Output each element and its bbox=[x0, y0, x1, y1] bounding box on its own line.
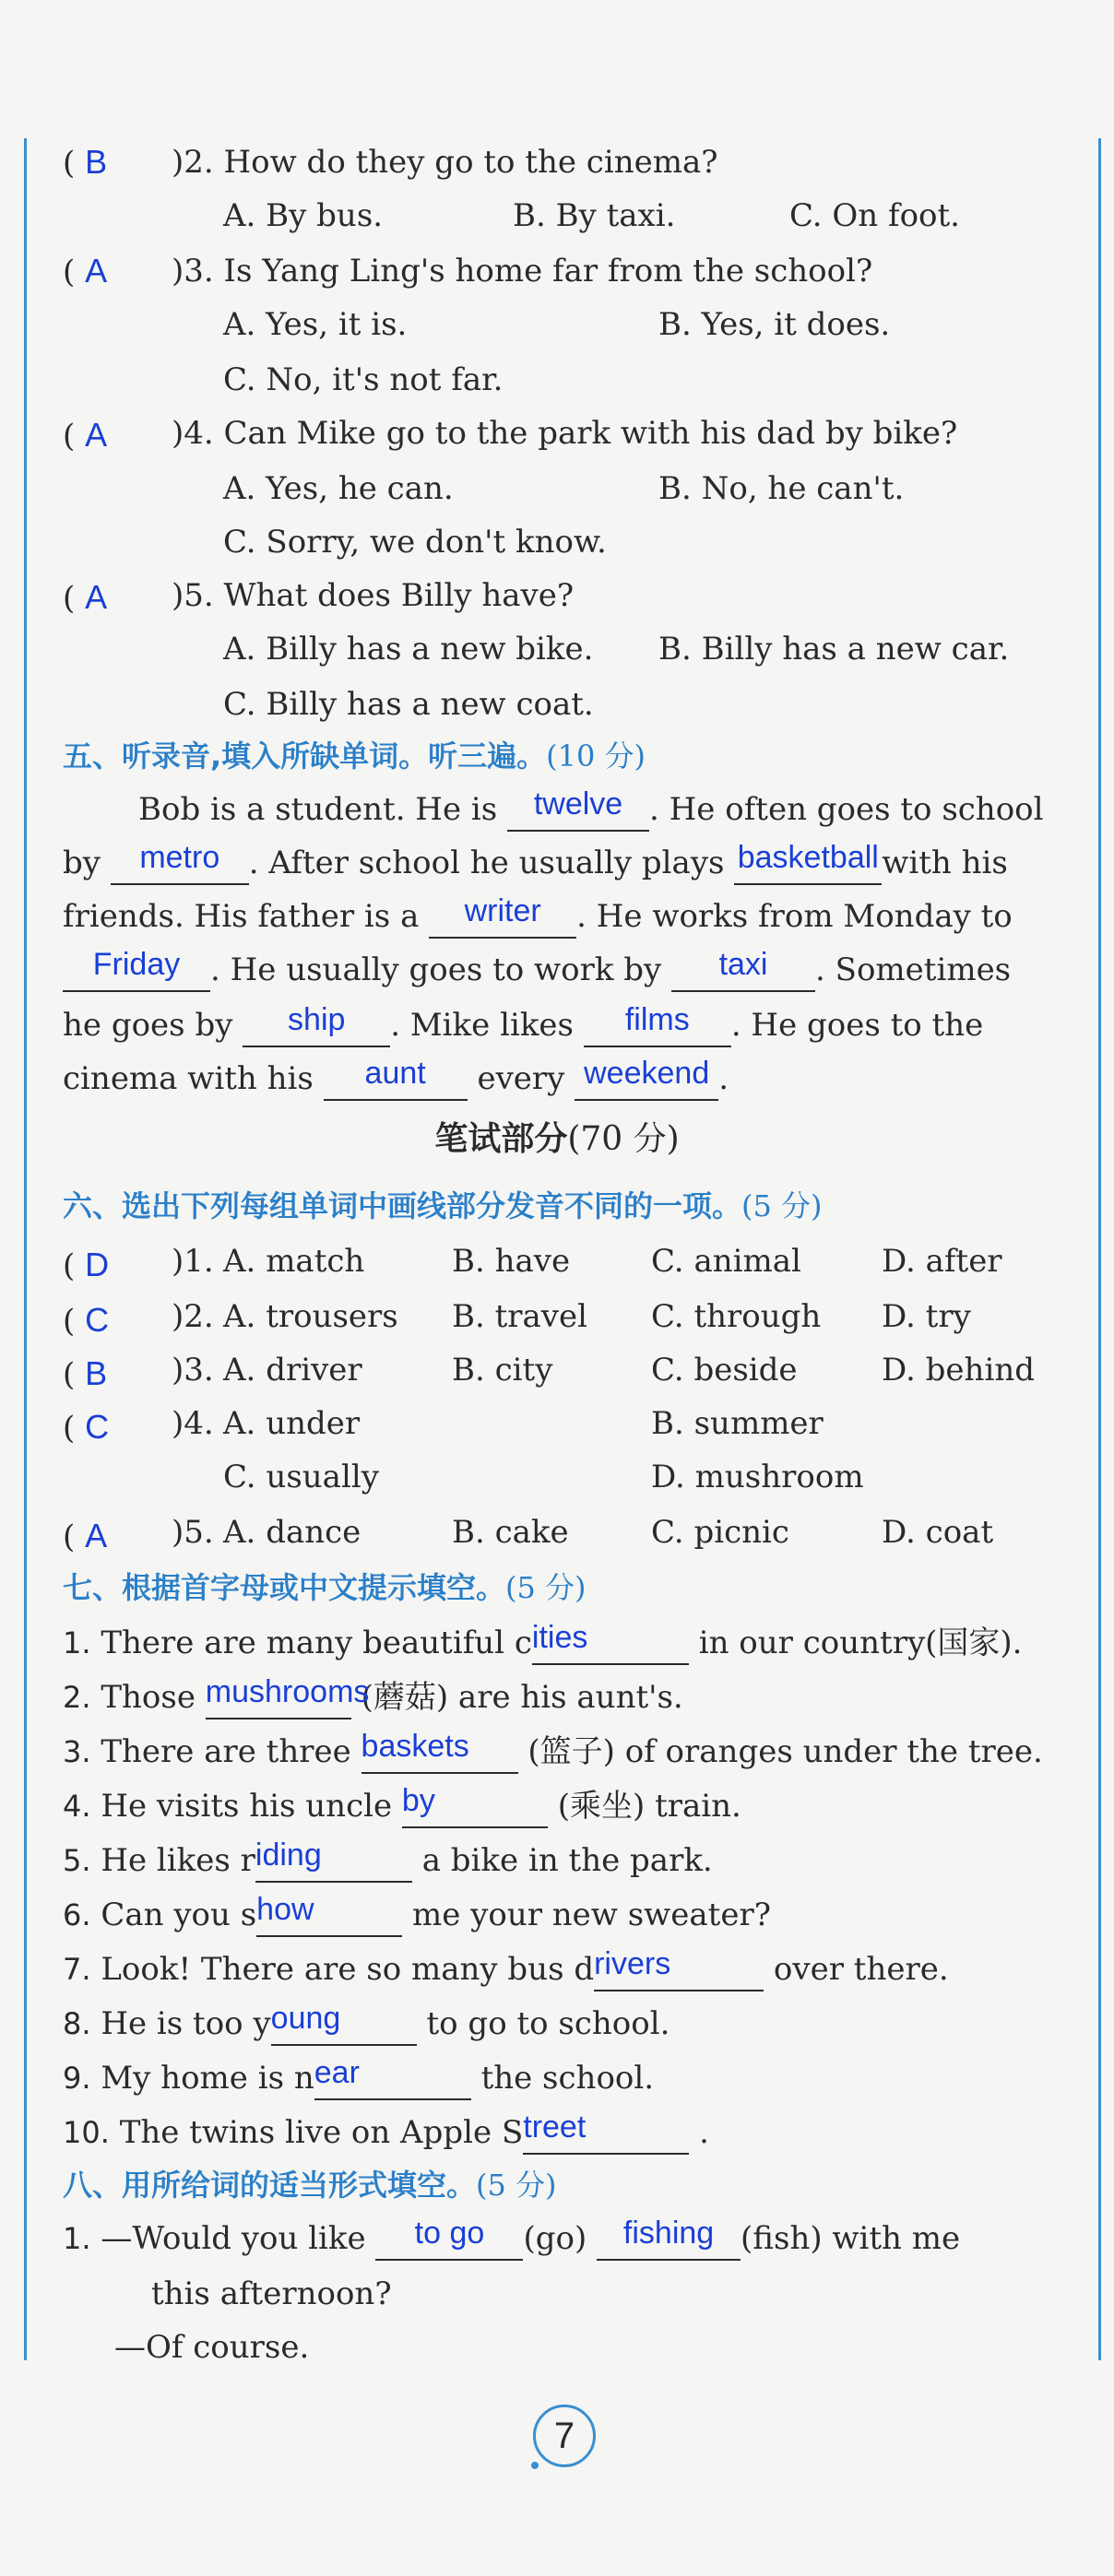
blank-answer: twelve bbox=[533, 786, 623, 821]
blank-8-1a bbox=[375, 2216, 523, 2261]
option-d bbox=[651, 1457, 864, 1497]
option-word: through bbox=[693, 1298, 822, 1335]
section-5-heading bbox=[63, 736, 646, 776]
question-4-4 bbox=[172, 413, 957, 454]
option-a: A. Yes, he can. bbox=[223, 470, 454, 507]
blank-8 bbox=[584, 1002, 731, 1047]
section-7-heading bbox=[63, 1567, 587, 1608]
title-text: 笔试部分 bbox=[434, 1120, 568, 1158]
option-d bbox=[882, 1512, 993, 1553]
option-word: city bbox=[494, 1352, 553, 1388]
item-text-after: me your new sweater? bbox=[411, 1897, 771, 1933]
item-text-before: He visits his uncle bbox=[101, 1788, 393, 1825]
option-a: A. Billy has a new bike. bbox=[223, 631, 594, 668]
fill-item bbox=[63, 2055, 655, 2100]
option-letter: A. bbox=[223, 1243, 256, 1280]
option-letter: C. bbox=[651, 1514, 684, 1551]
answer-q6-5: A bbox=[85, 1517, 108, 1554]
option-d bbox=[882, 1350, 1035, 1390]
passage-line-1 bbox=[138, 786, 1044, 832]
section-score: (5 分) bbox=[505, 1570, 587, 1605]
blank-9 bbox=[324, 1056, 468, 1101]
blank-answer: ities bbox=[531, 1620, 588, 1655]
option-word: have bbox=[494, 1243, 571, 1280]
option-a bbox=[223, 1350, 362, 1390]
question-number: )4. bbox=[172, 1405, 214, 1442]
fill-item bbox=[63, 1620, 1023, 1665]
item-number: 6. bbox=[63, 1897, 91, 1932]
option-c: C. No, it's not far. bbox=[223, 361, 504, 398]
option-b: B. By taxi. bbox=[513, 197, 676, 234]
blank-answer: baskets bbox=[361, 1729, 469, 1764]
blank-1 bbox=[507, 786, 649, 832]
blank-answer: aunt bbox=[364, 1056, 426, 1091]
section-title: 六、选出下列每组单词中画线部分发音不同的一项。 bbox=[63, 1188, 742, 1223]
item-number: 5. bbox=[63, 1843, 91, 1878]
blank-6 bbox=[671, 947, 815, 992]
page-number: 7 bbox=[533, 2405, 596, 2467]
passage-text: with his bbox=[882, 845, 1008, 881]
fill-blank bbox=[401, 1783, 548, 1828]
option-a: A. Yes, it is. bbox=[223, 306, 408, 343]
option-word: picnic bbox=[693, 1514, 789, 1551]
option-letter: B. bbox=[651, 1405, 684, 1442]
item-number: 7. bbox=[63, 1952, 91, 1987]
question-4-5 bbox=[172, 575, 574, 616]
passage-text: . He often goes to school bbox=[649, 791, 1044, 828]
option-a bbox=[223, 1403, 360, 1444]
answer-q4-3: A bbox=[85, 252, 108, 290]
option-word: try bbox=[925, 1298, 971, 1335]
option-word: beside bbox=[693, 1352, 798, 1388]
option-a: A. By bus. bbox=[223, 197, 384, 234]
item-text-after: (蘑菇) are his aunt's. bbox=[361, 1679, 683, 1716]
option-word: mushroom bbox=[694, 1459, 864, 1495]
item-number: 3. bbox=[63, 1734, 91, 1769]
option-c: C. Sorry, we don't know. bbox=[223, 524, 607, 561]
question-text: Can Mike go to the park with his dad by bike? bbox=[223, 415, 958, 452]
fill-blank bbox=[523, 2109, 689, 2155]
answer-bracket: ( B bbox=[63, 1354, 108, 1393]
section-title: 八、用所给词的适当形式填空。 bbox=[63, 2168, 477, 2203]
answer-bracket: ( C bbox=[63, 1408, 110, 1447]
question-number: )1. bbox=[172, 1243, 214, 1280]
answer-bracket: ( A bbox=[63, 416, 108, 455]
fill-item bbox=[63, 1674, 683, 1719]
option-b bbox=[452, 1350, 552, 1390]
answer-bracket: ( A bbox=[63, 578, 108, 617]
option-b bbox=[452, 1512, 569, 1553]
passage-line-3 bbox=[63, 893, 1013, 939]
item-text-before: Can you s bbox=[101, 1897, 257, 1933]
answer-bracket: ( A bbox=[63, 252, 108, 290]
blank-answer: oung bbox=[270, 2001, 341, 2036]
blank-2 bbox=[111, 840, 249, 885]
option-letter: C. bbox=[651, 1298, 684, 1335]
blank-answer: ear bbox=[314, 2055, 360, 2090]
answer-q6-4: C bbox=[85, 1408, 110, 1446]
answer-bracket: ( D bbox=[63, 1246, 110, 1284]
fill-item bbox=[63, 1946, 949, 1991]
answer-q4-2: B bbox=[85, 143, 108, 181]
item-text-after: the school. bbox=[480, 2060, 655, 2097]
item-number: 10. bbox=[63, 2115, 110, 2150]
section-8-heading bbox=[63, 2165, 557, 2205]
item-number: 2. bbox=[63, 1680, 91, 1715]
item-text-after: a bike in the park. bbox=[421, 1842, 713, 1879]
question-4-3 bbox=[172, 251, 872, 291]
question-8-1 bbox=[63, 2218, 960, 2261]
answer-bracket: ( A bbox=[63, 1517, 108, 1555]
blank-answer: to go bbox=[414, 2216, 485, 2251]
option-c bbox=[651, 1296, 821, 1337]
blank-answer: by bbox=[401, 1783, 435, 1818]
blank-10 bbox=[575, 1056, 718, 1101]
option-b bbox=[452, 1296, 587, 1337]
option-letter: B. bbox=[452, 1514, 485, 1551]
option-c bbox=[651, 1350, 798, 1390]
item-text-before: There are three bbox=[101, 1733, 351, 1770]
fill-blank bbox=[361, 1729, 518, 1774]
question-number: )3. bbox=[172, 1352, 214, 1388]
option-a bbox=[223, 1296, 398, 1337]
item-number: 8. bbox=[63, 2006, 91, 2041]
fill-item bbox=[63, 1892, 771, 1937]
item-text-before: There are many beautiful c bbox=[101, 1625, 532, 1661]
item-number: 1. bbox=[63, 1625, 91, 1660]
option-word: behind bbox=[925, 1352, 1035, 1388]
passage-line-5 bbox=[63, 1002, 984, 1047]
option-letter: D. bbox=[882, 1243, 916, 1280]
section-title: 七、根据首字母或中文提示填空。 bbox=[63, 1570, 506, 1605]
passage-text: he goes by bbox=[63, 1007, 233, 1044]
fill-item bbox=[63, 1837, 713, 1883]
fill-blank bbox=[531, 1620, 689, 1665]
passage-line-4 bbox=[63, 947, 1012, 992]
blank-5 bbox=[63, 947, 210, 992]
passage-text: . He goes to the bbox=[730, 1007, 984, 1044]
option-word: usually bbox=[266, 1459, 379, 1495]
blank-answer: films bbox=[624, 1002, 690, 1037]
option-b: B. Yes, it does. bbox=[658, 306, 891, 343]
passage-text: . Mike likes bbox=[390, 1007, 574, 1044]
fill-blank bbox=[270, 2001, 417, 2046]
blank-answer: rivers bbox=[594, 1946, 671, 1981]
passage-text: . He usually goes to work by bbox=[210, 951, 662, 988]
question-4-2 bbox=[172, 142, 717, 183]
section-6-heading bbox=[63, 1186, 823, 1226]
blank-3 bbox=[734, 840, 882, 885]
question-continuation: this afternoon? bbox=[151, 2275, 392, 2312]
passage-text: cinema with his bbox=[63, 1060, 314, 1097]
passage-text: friends. His father is a bbox=[63, 898, 420, 935]
item-text-before: He is too y bbox=[101, 2005, 271, 2042]
option-word: trousers bbox=[266, 1298, 398, 1335]
answer-bracket: ( B bbox=[63, 143, 108, 182]
section-score: (10 分) bbox=[546, 739, 646, 774]
question-text: Is Yang Ling's home far from the school? bbox=[223, 253, 873, 290]
question-number: )2. bbox=[172, 1298, 214, 1335]
blank-answer: Friday bbox=[92, 947, 181, 982]
passage-text: . Sometimes bbox=[815, 951, 1012, 988]
option-d bbox=[882, 1241, 1002, 1282]
option-word: under bbox=[266, 1405, 361, 1442]
question-number: )3. bbox=[172, 253, 214, 290]
option-word: travel bbox=[494, 1298, 587, 1335]
item-text-after: to go to school. bbox=[426, 2005, 670, 2042]
item-text-after: (篮子) of oranges under the tree. bbox=[527, 1733, 1043, 1770]
blank-answer: basketball bbox=[737, 840, 879, 875]
page-number-dot bbox=[531, 2462, 539, 2469]
item-number: 9. bbox=[63, 2061, 91, 2096]
blank-answer: writer bbox=[464, 893, 541, 928]
section-score: (5 分) bbox=[741, 1188, 823, 1223]
option-word: after bbox=[925, 1243, 1002, 1280]
option-word: animal bbox=[693, 1243, 801, 1280]
option-letter: B. bbox=[452, 1298, 485, 1335]
option-letter: A. bbox=[223, 1352, 256, 1388]
answer-q6-1: D bbox=[85, 1246, 110, 1283]
option-letter: D. bbox=[651, 1459, 685, 1495]
option-b: B. Billy has a new car. bbox=[658, 631, 1010, 668]
option-letter: C. bbox=[223, 1459, 256, 1495]
question-number: )4. bbox=[172, 415, 214, 452]
question-number: )5. bbox=[172, 577, 214, 614]
section-score: (5 分) bbox=[476, 2168, 557, 2203]
item-text-after: in our country(国家). bbox=[698, 1625, 1023, 1661]
fill-blank bbox=[205, 1674, 370, 1719]
fill-item bbox=[63, 1731, 1043, 1774]
blank-answer: taxi bbox=[718, 947, 768, 982]
blank-8-1b bbox=[597, 2216, 741, 2261]
option-c bbox=[651, 1512, 789, 1553]
option-letter: B. bbox=[452, 1352, 485, 1388]
blank-answer: metro bbox=[139, 840, 220, 875]
passage-text: by bbox=[63, 845, 101, 881]
option-b bbox=[452, 1241, 570, 1282]
item-text-before: Those bbox=[101, 1679, 196, 1716]
section-title: 五、听录音,填入所缺单词。听三遍。 bbox=[63, 739, 547, 774]
option-word: match bbox=[266, 1243, 365, 1280]
blank-7 bbox=[243, 1002, 390, 1047]
fill-item bbox=[63, 2003, 670, 2046]
option-d bbox=[882, 1296, 971, 1337]
reply-text: —Of course. bbox=[114, 2329, 310, 2366]
item-text-after: . bbox=[699, 2114, 709, 2151]
fill-blank bbox=[255, 1837, 412, 1883]
option-word: coat bbox=[925, 1514, 994, 1551]
option-a bbox=[223, 1512, 361, 1553]
question-text: How do they go to the cinema? bbox=[223, 144, 718, 181]
question-text: (go) bbox=[523, 2220, 587, 2257]
blank-answer: iding bbox=[255, 1837, 322, 1873]
option-letter: C. bbox=[651, 1352, 684, 1388]
option-word: driver bbox=[266, 1352, 362, 1388]
option-a bbox=[223, 1241, 364, 1282]
passage-text: every bbox=[477, 1060, 565, 1097]
question-text: (fish) with me bbox=[741, 2220, 961, 2257]
blank-answer: ship bbox=[288, 1002, 346, 1037]
option-word: summer bbox=[693, 1405, 824, 1442]
option-letter: B. bbox=[452, 1243, 485, 1280]
answer-q6-3: B bbox=[85, 1354, 108, 1392]
fill-item bbox=[63, 1783, 741, 1828]
option-word: dance bbox=[266, 1514, 361, 1551]
blank-answer: treet bbox=[523, 2109, 587, 2145]
blank-answer: weekend bbox=[584, 1056, 710, 1091]
option-c: C. Billy has a new coat. bbox=[223, 686, 594, 723]
item-number: 4. bbox=[63, 1789, 91, 1824]
passage-text: Bob is a student. He is bbox=[138, 791, 498, 828]
fill-item bbox=[63, 2109, 709, 2155]
option-word: cake bbox=[494, 1514, 569, 1551]
option-b bbox=[651, 1403, 824, 1444]
item-text-after: over there. bbox=[773, 1951, 949, 1988]
blank-answer: fishing bbox=[622, 2216, 715, 2251]
blank-answer: how bbox=[256, 1892, 314, 1927]
answer-q4-4: A bbox=[85, 416, 108, 454]
answer-q4-5: A bbox=[85, 578, 108, 616]
question-text: What does Billy have? bbox=[223, 577, 575, 614]
option-letter: D. bbox=[882, 1352, 916, 1388]
passage-text: . bbox=[718, 1060, 729, 1097]
option-b: B. No, he can't. bbox=[658, 470, 905, 507]
blank-answer: mushrooms bbox=[205, 1674, 370, 1709]
item-text-before: My home is n bbox=[101, 2060, 314, 2097]
answer-q6-2: C bbox=[85, 1301, 110, 1339]
option-letter: A. bbox=[223, 1298, 256, 1335]
question-text: —Would you like bbox=[101, 2220, 366, 2257]
option-letter: A. bbox=[223, 1514, 256, 1551]
passage-line-2 bbox=[63, 840, 1008, 885]
option-letter: D. bbox=[882, 1514, 916, 1551]
fill-blank bbox=[594, 1946, 764, 1991]
question-number: 1. bbox=[63, 2221, 91, 2256]
item-text-before: The twins live on Apple S bbox=[119, 2114, 524, 2151]
passage-text: . He works from Monday to bbox=[576, 898, 1013, 935]
item-text-before: Look! There are so many bus d bbox=[101, 1951, 595, 1988]
title-score: (70 分) bbox=[567, 1120, 680, 1158]
fill-blank bbox=[256, 1892, 402, 1937]
item-text-after: (乘坐) train. bbox=[557, 1788, 741, 1825]
item-text-before: He likes r bbox=[101, 1842, 255, 1879]
option-c bbox=[651, 1241, 801, 1282]
option-letter: C. bbox=[651, 1243, 684, 1280]
blank-4 bbox=[429, 893, 576, 939]
written-section-title bbox=[0, 1119, 1114, 1160]
option-c bbox=[223, 1457, 379, 1497]
passage-text: . After school he usually plays bbox=[248, 845, 725, 881]
option-letter: D. bbox=[882, 1298, 916, 1335]
option-c: C. On foot. bbox=[789, 197, 960, 234]
option-letter: A. bbox=[223, 1405, 256, 1442]
question-number: )5. bbox=[172, 1514, 214, 1551]
answer-bracket: ( C bbox=[63, 1301, 110, 1340]
fill-blank bbox=[314, 2055, 471, 2100]
passage-line-6 bbox=[63, 1058, 729, 1101]
question-number: )2. bbox=[172, 144, 214, 181]
